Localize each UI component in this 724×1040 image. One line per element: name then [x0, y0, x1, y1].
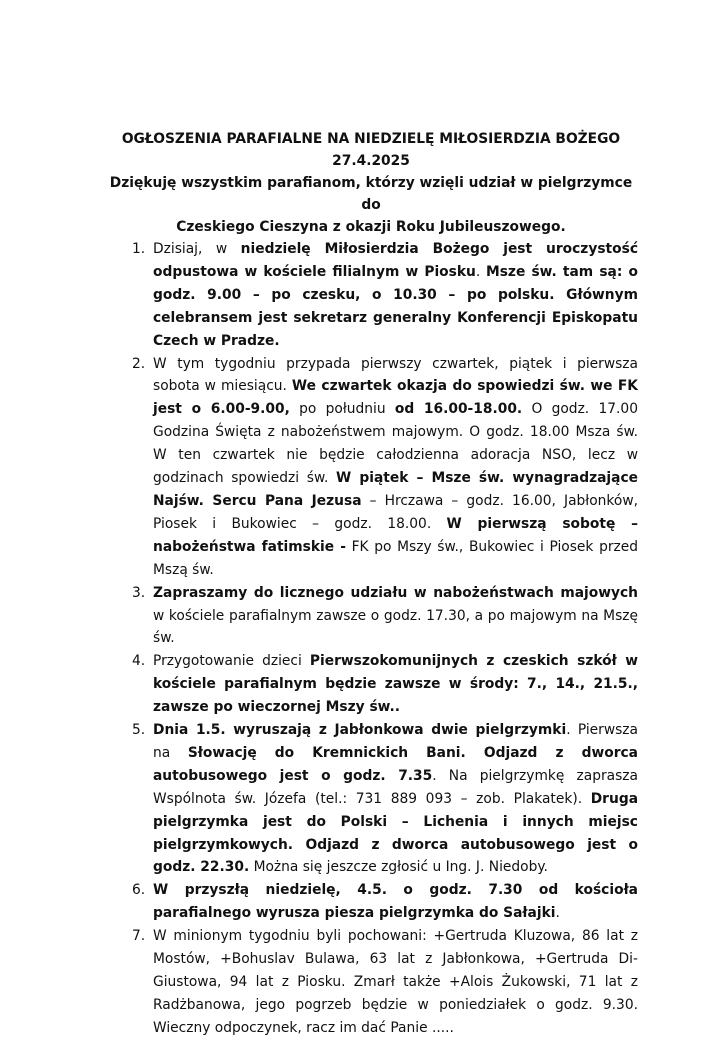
item-text: Przygotowanie dzieci — [153, 653, 310, 670]
item-text-bold: W przyszłą niedzielę, 4.5. o godz. 7.30 od kościoła parafialnego wyrusza piesza pielgrzymka do Sałajki — [153, 882, 638, 922]
item-text: – Hrczawa – godz. 16.00, Jabłonków, Piosek i Bukowiec – godz. 18.00. — [153, 492, 638, 532]
item-text-bold: W pierwszą sobotę – nabożeństwa fatimskie - — [153, 515, 639, 555]
item-text-bold: Pierwszokomunijnych z czeskich szkół w kościele parafialnym będzie zawsze w środy: 7., 14., 21.5., zawsze po wieczornej Mszy św.. — [153, 653, 638, 716]
item-text: Dzisiaj, w — [153, 241, 241, 257]
item-text-bold: We czwartek okazja do spowiedzi św. we FK jest o 6.00-9.00, — [153, 378, 638, 418]
announcement-item — [104, 879, 638, 925]
item-text-bold: Zapraszamy do licznego udziału w nabożeństwach majowych — [153, 584, 638, 601]
thanks-line-1: Dziękuję wszystkim parafianom, którzy wzięli udział w pielgrzymce do — [109, 175, 633, 213]
item-text-bold: od 16.00-18.00. — [394, 401, 523, 418]
item-text-bold: Dnia 1.5. wyruszają z Jabłonkowa dwie pielgrzymki — [153, 722, 567, 739]
item-text-bold: niedzielę Miłosierdzia Bożego jest uroczystość odpustowa w kościele filialnym w Piosku — [153, 241, 639, 280]
item-text: w kościele parafialnym zawsze o godz. 17.30, a po majowym na Mszę św. — [153, 607, 638, 647]
announcement-item — [104, 238, 638, 353]
announcement-item — [104, 719, 638, 879]
announcement-item — [104, 925, 638, 1040]
item-text-bold: Msze św. tam są: o godz. 9.00 – po czesku, o 10.30 – po polsku. Głównym celebransem jest sekretarz generalny Konferencji Episkopatu Czech w Pradze. — [153, 263, 638, 349]
item-text-bold: Słowację do Kremnickich Bani. Odjazd z dworca autobusowego jest o godz. 7.35 — [153, 744, 638, 784]
item-text-bold: Druga pielgrzymka jest do Polski – Lichenia i innych miejsc pielgrzymkowych. Odjazd z dworca autobusowego jest o godz. 22.30. — [153, 790, 638, 876]
item-text: . — [555, 905, 560, 922]
item-text: po południu — [289, 401, 395, 418]
item-number: 1. — [132, 241, 146, 257]
item-text: . Pierwsza na — [153, 722, 638, 761]
item-text: O godz. 17.00 Godzina Święta z nabożeństwem majowym. O godz. 18.00 Msza św. W ten czwartek nie będzie całodzienna adoracja NSO, lecz w godzinach spowiedzi św. — [153, 401, 638, 487]
document-title: OGŁOSZENIA PARAFIALNE NA NIEDZIELĘ MIŁOSIERDZIA BOŻEGO — [121, 131, 621, 147]
announcement-header — [104, 128, 638, 238]
announcement-item — [104, 353, 638, 582]
item-text: W minionym tygodniu byli pochowani: +Gertruda Kluzowa, 86 lat z Mostów, +Bohuslav Bulawa, 63 lat z Jabłonkowa, +Gertruda Di-Giustowa, 94 lat z Piosku. Zmarł także +Alois Żukowski, 71 lat z Radżbanowa, jego pogrzeb będzie w poniedziałek o godz. 9.30. Wieczny odpoczynek, racz im dać Panie ..... — [153, 928, 638, 1036]
announcement-list — [104, 238, 638, 1040]
item-text: FK po Mszy św., Bukowiec i Piosek przed Mszą św. — [153, 538, 638, 578]
document-date: 27.4.2025 — [332, 153, 410, 169]
announcement-item — [104, 650, 638, 719]
item-text: . Na pielgrzymkę zaprasza Wspólnota św. Józefa (tel.: 731 889 093 – zob. Plakatek). — [153, 767, 638, 807]
item-text: Można się jeszcze zgłosić u Ing. J. Niedoby. — [249, 859, 548, 876]
announcement-item — [104, 582, 638, 651]
item-number: 4. — [132, 653, 146, 670]
item-text: W tym tygodniu przypada pierwszy czwartek, piątek i pierwsza sobota w miesiącu. — [153, 355, 638, 395]
item-text: . — [475, 263, 486, 280]
item-text-bold: W piątek – Msze św. wynagradzające Najśw. Sercu Pana Jezusa — [153, 470, 638, 509]
item-number: 5. — [132, 722, 146, 739]
item-number: 7. — [132, 928, 146, 945]
thanks-line-2: Czeskiego Cieszyna z okazji Roku Jubileuszowego. — [176, 219, 566, 235]
item-number: 2. — [132, 355, 146, 372]
item-number: 6. — [132, 882, 146, 899]
item-number: 3. — [132, 584, 146, 601]
